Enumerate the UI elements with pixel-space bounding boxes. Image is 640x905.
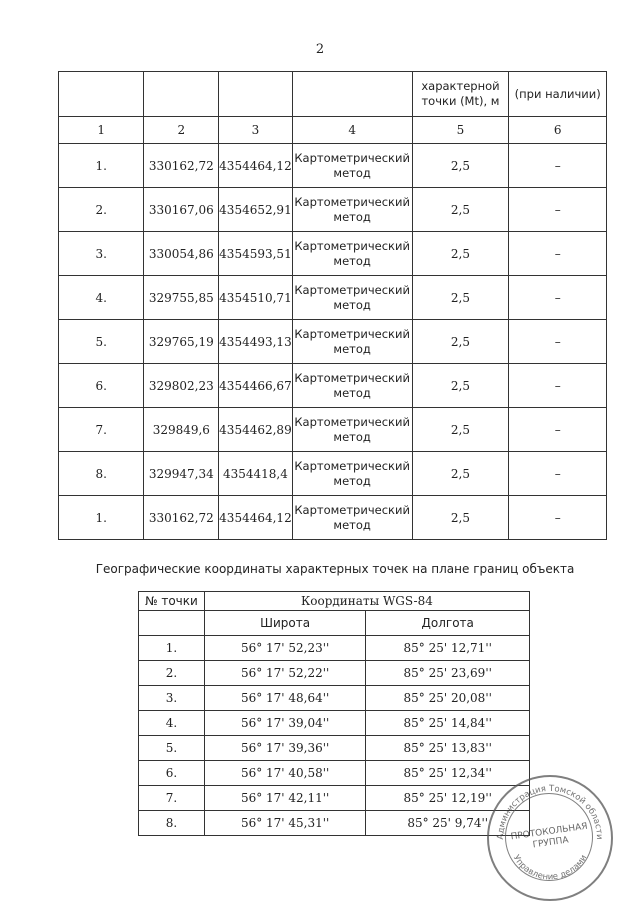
header-cell-notes: (при наличии): [509, 72, 607, 117]
geo-coordinates-table: [138, 591, 530, 836]
cell-x: 329755,85: [144, 276, 219, 320]
cell-n: 4.: [139, 711, 205, 736]
cell-lat: 56° 17' 52,23'': [204, 636, 366, 661]
cell-n: 3.: [59, 232, 144, 276]
cell-lat: 56° 17' 39,04'': [204, 711, 366, 736]
cell-x: 329765,19: [144, 320, 219, 364]
cell-n: 2.: [59, 188, 144, 232]
header-longitude: Долгота: [366, 611, 530, 636]
section-title: Географические координаты характерных точек на плане границ объекта: [95, 562, 575, 576]
boundary-points-table: [58, 71, 607, 540]
cell-lat: 56° 17' 42,11'': [204, 786, 366, 811]
stamp-bottom-text: Управление делами: [510, 853, 590, 883]
cell-mt: 2,5: [412, 232, 509, 276]
official-stamp: [487, 775, 613, 901]
column-number: 6: [509, 117, 607, 144]
cell-n: 8.: [59, 452, 144, 496]
cell-mt: 2,5: [412, 320, 509, 364]
cell-lon: 85° 25' 12,34'': [366, 761, 530, 786]
table-row: [139, 786, 530, 811]
cell-lon: 85° 25' 12,19'': [366, 786, 530, 811]
cell-mt: 2,5: [412, 364, 509, 408]
cell-n: 5.: [59, 320, 144, 364]
table-row: [59, 188, 607, 232]
cell-y: 4354464,12: [219, 144, 293, 188]
cell-n: 2.: [139, 661, 205, 686]
cell-method: Картометрический метод: [292, 276, 412, 320]
cell-note: –: [509, 188, 607, 232]
cell-y: 4354418,4: [219, 452, 293, 496]
table-row: [59, 320, 607, 364]
cell-method: Картометрический метод: [292, 408, 412, 452]
table-row: [139, 811, 530, 836]
cell-method: Картометрический метод: [292, 496, 412, 540]
column-number: 2: [144, 117, 219, 144]
cell-mt: 2,5: [412, 496, 509, 540]
column-number-row: [59, 117, 607, 144]
cell-note: –: [509, 144, 607, 188]
cell-note: –: [509, 452, 607, 496]
cell-note: –: [509, 320, 607, 364]
cell-note: –: [509, 364, 607, 408]
cell-lon: 85° 25' 12,71'': [366, 636, 530, 661]
cell-n: 7.: [139, 786, 205, 811]
table-row: [59, 452, 607, 496]
header-cell: [292, 72, 412, 117]
table-header-row: [59, 72, 607, 117]
table-row: [59, 144, 607, 188]
cell-n: 1.: [59, 496, 144, 540]
cell-y: 4354466,67: [219, 364, 293, 408]
cell-note: –: [509, 496, 607, 540]
cell-note: –: [509, 408, 607, 452]
table-row: [139, 636, 530, 661]
cell-lon: 85° 25' 13,83'': [366, 736, 530, 761]
cell-y: 4354464,12: [219, 496, 293, 540]
header-latitude: Широта: [204, 611, 366, 636]
cell-n: 6.: [59, 364, 144, 408]
cell-lon: 85° 25' 20,08'': [366, 686, 530, 711]
cell-lon: 85° 25' 9,74'': [366, 811, 530, 836]
table-row: [59, 276, 607, 320]
cell-x: 329849,6: [144, 408, 219, 452]
header-cell-accuracy: характерной точки (Mt), м: [412, 72, 509, 117]
table-row: [59, 408, 607, 452]
cell-lon: 85° 25' 14,84'': [366, 711, 530, 736]
header-point-number: № точки: [139, 592, 205, 611]
cell-lat: 56° 17' 48,64'': [204, 686, 366, 711]
table-header-row: [139, 592, 530, 611]
table-body: [59, 144, 607, 540]
cell-n: 8.: [139, 811, 205, 836]
cell-n: 1.: [59, 144, 144, 188]
cell-x: 330167,06: [144, 188, 219, 232]
cell-lat: 56° 17' 40,58'': [204, 761, 366, 786]
cell-n: 6.: [139, 761, 205, 786]
table-row: [139, 736, 530, 761]
cell-method: Картометрический метод: [292, 232, 412, 276]
cell-x: 329802,23: [144, 364, 219, 408]
cell-n: 7.: [59, 408, 144, 452]
table-body: [139, 636, 530, 836]
header-cell: [59, 72, 144, 117]
cell-x: 330162,72: [144, 496, 219, 540]
stamp-center-text: ПРОТОКОЛЬНАЯ ГРУППА: [510, 821, 589, 851]
column-number: 4: [292, 117, 412, 144]
cell-y: 4354593,51: [219, 232, 293, 276]
cell-mt: 2,5: [412, 452, 509, 496]
table-row: [139, 686, 530, 711]
table-row: [139, 661, 530, 686]
svg-text:Управление делами: [511, 853, 589, 882]
cell-x: 330162,72: [144, 144, 219, 188]
cell-mt: 2,5: [412, 276, 509, 320]
header-cell: [144, 72, 219, 117]
cell-note: –: [509, 276, 607, 320]
cell-n: 1.: [139, 636, 205, 661]
cell-mt: 2,5: [412, 408, 509, 452]
table-subheader-row: [139, 611, 530, 636]
table-row: [139, 761, 530, 786]
cell-mt: 2,5: [412, 144, 509, 188]
column-number: 3: [219, 117, 293, 144]
cell-lat: 56° 17' 52,22'': [204, 661, 366, 686]
column-number: 5: [412, 117, 509, 144]
cell-mt: 2,5: [412, 188, 509, 232]
cell-y: 4354462,89: [219, 408, 293, 452]
table-row: [59, 496, 607, 540]
table-row: [139, 711, 530, 736]
cell-y: 4354652,91: [219, 188, 293, 232]
header-empty: [139, 611, 205, 636]
stamp-outer-text: Администрация Томской области: [495, 783, 605, 840]
cell-method: Картометрический метод: [292, 320, 412, 364]
cell-lat: 56° 17' 39,36'': [204, 736, 366, 761]
header-coordinates: Координаты WGS-84: [204, 592, 529, 611]
page-number: 2: [315, 42, 325, 57]
cell-method: Картометрический метод: [292, 144, 412, 188]
cell-note: –: [509, 232, 607, 276]
cell-x: 330054,86: [144, 232, 219, 276]
cell-method: Картометрический метод: [292, 452, 412, 496]
cell-x: 329947,34: [144, 452, 219, 496]
cell-y: 4354510,71: [219, 276, 293, 320]
table-row: [59, 364, 607, 408]
header-cell: [219, 72, 293, 117]
cell-y: 4354493,13: [219, 320, 293, 364]
cell-n: 3.: [139, 686, 205, 711]
cell-method: Картометрический метод: [292, 364, 412, 408]
cell-lat: 56° 17' 45,31'': [204, 811, 366, 836]
cell-n: 5.: [139, 736, 205, 761]
column-number: 1: [59, 117, 144, 144]
cell-lon: 85° 25' 23,69'': [366, 661, 530, 686]
table-row: [59, 232, 607, 276]
cell-method: Картометрический метод: [292, 188, 412, 232]
cell-n: 4.: [59, 276, 144, 320]
